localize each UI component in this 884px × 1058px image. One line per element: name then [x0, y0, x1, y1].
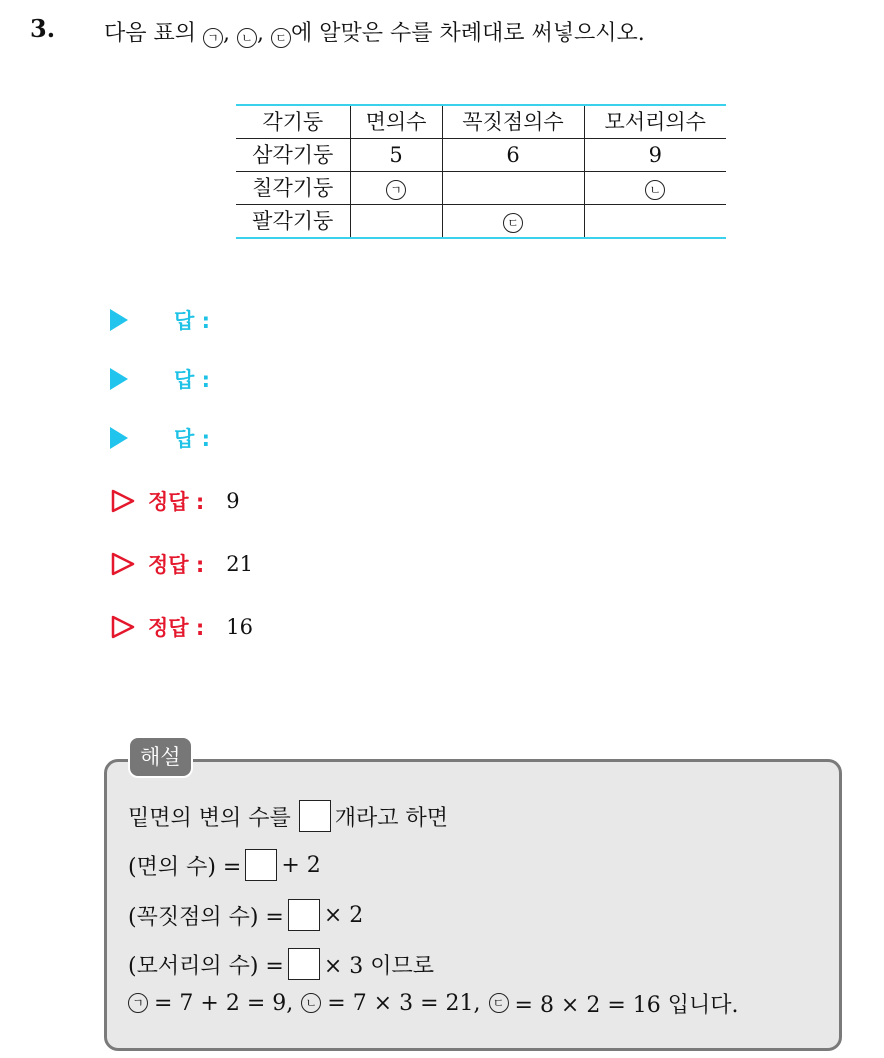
play-triangle-icon — [110, 368, 128, 390]
correct-label: 정답 : — [148, 490, 205, 514]
question-number: 3. — [30, 14, 56, 43]
cell-vertices: 6 — [442, 139, 584, 172]
prism-table — [236, 104, 726, 239]
mark-digeut: ㄷ — [271, 28, 291, 48]
play-triangle-icon — [110, 309, 128, 331]
header-prism: 각기둥 — [262, 110, 324, 134]
play-triangle-icon — [110, 427, 128, 449]
explanation-tag: 해설 — [128, 736, 193, 778]
table-row — [236, 139, 726, 172]
table-row — [236, 205, 726, 239]
table-row — [236, 172, 726, 205]
correct-value: 16 — [226, 615, 254, 639]
answer-row-2[interactable] — [110, 359, 210, 399]
mark-giyeok: ㄱ — [128, 993, 148, 1013]
mark-giyeok: ㄱ — [386, 180, 406, 200]
blank-box — [245, 849, 277, 881]
correct-value: 21 — [226, 552, 254, 576]
cell-vertices — [442, 205, 584, 239]
explanation-line-3: (꼭짓점의 수) = × 2 — [128, 895, 363, 935]
question-text-before: 다음 표의 — [104, 21, 197, 46]
answer-row-3[interactable] — [110, 418, 210, 458]
question-text-after: 에 알맞은 수를 차례대로 써넣으시오. — [291, 21, 645, 46]
question-text: 다음 표의 ㄱ , ㄴ , ㄷ 에 알맞은 수를 차례대로 써넣으시오. — [104, 21, 645, 46]
header-edges: 모서리의수 — [584, 105, 726, 139]
mark-nieun: ㄴ — [645, 180, 665, 200]
mark-digeut: ㄷ — [503, 213, 523, 233]
outline-triangle-icon — [110, 614, 136, 640]
cell-name: 삼각기둥 — [252, 143, 334, 167]
explanation-line-2: (면의 수) = + 2 — [128, 845, 321, 885]
answer-label: 답 : — [174, 427, 210, 451]
answer-label: 답 : — [174, 309, 210, 333]
cell-faces — [350, 205, 442, 239]
explanation-line-5: ㄱ = 7 + 2 = 9, ㄴ = 7 × 3 = 21, ㄷ = 8 × 2 = 16 입니다. — [128, 983, 739, 1023]
blank-box — [299, 800, 331, 832]
cell-edges: 9 — [584, 139, 726, 172]
answer-label: 답 : — [174, 368, 210, 392]
table-header-row — [236, 105, 726, 139]
cell-edges — [584, 205, 726, 239]
cell-edges — [584, 172, 726, 205]
mark-giyeok: ㄱ — [203, 28, 223, 48]
correct-answer-row-1 — [110, 481, 240, 521]
correct-label: 정답 : — [148, 616, 205, 640]
outline-triangle-icon — [110, 488, 136, 514]
explanation-line-1: 밑면의 변의 수를 개라고 하면 — [128, 796, 448, 836]
answer-row-1[interactable] — [110, 300, 210, 340]
header-faces: 면의수 — [350, 105, 442, 139]
mark-digeut: ㄷ — [489, 993, 509, 1013]
mark-nieun: ㄴ — [237, 28, 257, 48]
cell-name: 칠각기둥 — [252, 176, 334, 200]
cell-name: 팔각기둥 — [252, 209, 334, 233]
header-vertices: 꼭짓점의수 — [442, 105, 584, 139]
cell-faces: 5 — [350, 139, 442, 172]
mark-nieun: ㄴ — [301, 993, 321, 1013]
correct-answer-row-3 — [110, 607, 253, 647]
blank-box — [288, 899, 320, 931]
cell-vertices — [442, 172, 584, 205]
correct-answer-row-2 — [110, 544, 253, 584]
outline-triangle-icon — [110, 551, 136, 577]
correct-label: 정답 : — [148, 553, 205, 577]
cell-faces — [350, 172, 442, 205]
explanation-line-4: (모서리의 수) = × 3 이므로 — [128, 944, 434, 984]
correct-value: 9 — [226, 489, 240, 513]
blank-box — [288, 948, 320, 980]
